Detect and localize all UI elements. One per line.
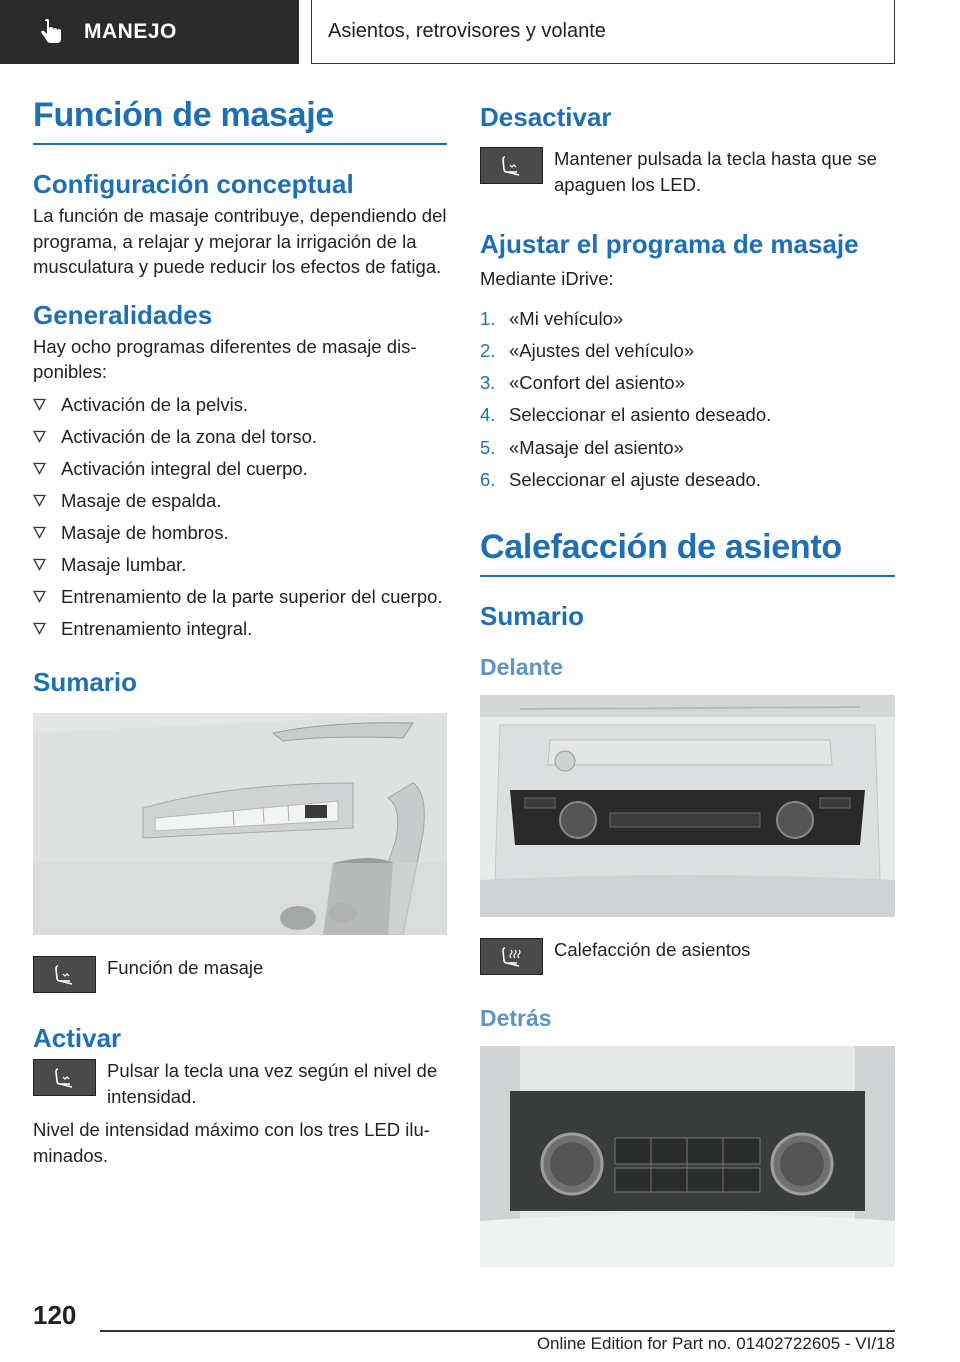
massage-key-icon bbox=[480, 147, 543, 184]
front-heading: Delante bbox=[480, 654, 564, 681]
deactivate-heading: Desactivar bbox=[480, 102, 612, 132]
rear-console-photo bbox=[480, 1046, 895, 1267]
page-number: 120 bbox=[33, 1300, 77, 1330]
list-item: Entrenamiento de la parte superior del cuerpo. bbox=[33, 584, 447, 610]
heating-icon-row bbox=[480, 937, 895, 975]
triangle-bullet-icon bbox=[33, 430, 46, 443]
massage-title: Función de masaje bbox=[33, 96, 447, 145]
program-steps bbox=[480, 306, 895, 493]
chapter-label: Asientos, retrovisores y volante bbox=[328, 20, 606, 42]
list-item: Entrenamiento integral. bbox=[33, 616, 447, 642]
general-text: Hay ocho programas diferentes de masaje disponibles: bbox=[33, 335, 417, 382]
activate-icon-row bbox=[33, 1058, 447, 1109]
massage-icon-row bbox=[33, 955, 447, 993]
rear-heading: Detrás bbox=[480, 1005, 552, 1032]
footer-divider bbox=[100, 1330, 895, 1332]
door-panel-photo bbox=[33, 713, 447, 935]
summary-heading: Sumario bbox=[33, 667, 138, 697]
edition-note: Online Edition for Part no. 01402722605 - VI/18 bbox=[536, 1334, 895, 1353]
triangle-bullet-icon bbox=[33, 526, 46, 539]
right-column bbox=[480, 102, 895, 1267]
list-item: Activación de la pelvis. bbox=[33, 392, 447, 418]
concept-heading: Configuración conceptual bbox=[33, 169, 354, 199]
program-intro: Mediante iDrive: bbox=[480, 268, 614, 289]
chapter-box bbox=[311, 0, 895, 64]
section-label: MANEJO bbox=[84, 20, 177, 43]
left-column bbox=[33, 96, 447, 1168]
program-list bbox=[33, 392, 447, 642]
program-heading: Ajustar el programa de masaje bbox=[480, 229, 859, 259]
massage-caption: Función de masaje bbox=[107, 957, 264, 978]
heating-caption: Calefacción de asientos bbox=[554, 939, 751, 961]
list-item: Masaje de espalda. bbox=[33, 488, 447, 514]
list-item: Masaje lumbar. bbox=[33, 552, 447, 578]
page-header bbox=[0, 0, 960, 66]
massage-key-icon bbox=[33, 956, 96, 993]
list-item: Activación de la zona del torso. bbox=[33, 424, 447, 450]
heating-summary-heading: Sumario bbox=[480, 601, 585, 632]
massage-key-icon bbox=[33, 1059, 96, 1096]
section-tab bbox=[0, 0, 299, 64]
general-heading: Generalidades bbox=[33, 299, 213, 330]
seat-heating-key-icon bbox=[480, 938, 543, 975]
list-item: 6. Seleccionar el ajuste deseado. bbox=[480, 468, 761, 490]
activate-text: Nivel de intensidad máximo con los tres LED iluminados. bbox=[33, 1119, 430, 1166]
list-item: 4. Seleccionar el asiento deseado. bbox=[480, 404, 772, 426]
triangle-bullet-icon bbox=[33, 494, 46, 507]
list-item: 1. «Mi vehículo» bbox=[480, 307, 624, 329]
activate-heading: Activar bbox=[33, 1023, 122, 1053]
triangle-bullet-icon bbox=[33, 622, 46, 635]
triangle-bullet-icon bbox=[33, 462, 46, 475]
triangle-bullet-icon bbox=[33, 398, 46, 411]
list-item: 3. «Confort del asiento» bbox=[480, 372, 685, 394]
list-item: Masaje de hombros. bbox=[33, 520, 447, 546]
activate-icon-text: Pulsar la tecla una vez según el nivel de intensidad. bbox=[107, 1060, 438, 1107]
hand-pointer-icon bbox=[38, 19, 64, 45]
list-item: 2. «Ajustes del vehículo» bbox=[480, 339, 695, 361]
front-console-photo bbox=[480, 695, 895, 917]
list-item: 5. «Masaje del asiento» bbox=[480, 436, 684, 458]
list-item: Activación integral del cuerpo. bbox=[33, 456, 447, 482]
triangle-bullet-icon bbox=[33, 558, 46, 571]
triangle-bullet-icon bbox=[33, 590, 46, 603]
deactivate-icon-text: Mantener pulsada la tecla hasta que se apaguen los LED. bbox=[554, 148, 877, 195]
deactivate-icon-row bbox=[480, 146, 895, 197]
concept-text: La función de masaje contribuye, dependiendo del programa, a relajar y mejorar la irrigación de la musculatura y puede reducir los efectos de fatiga. bbox=[33, 205, 447, 277]
heating-title: Calefacción de asiento bbox=[480, 528, 895, 577]
